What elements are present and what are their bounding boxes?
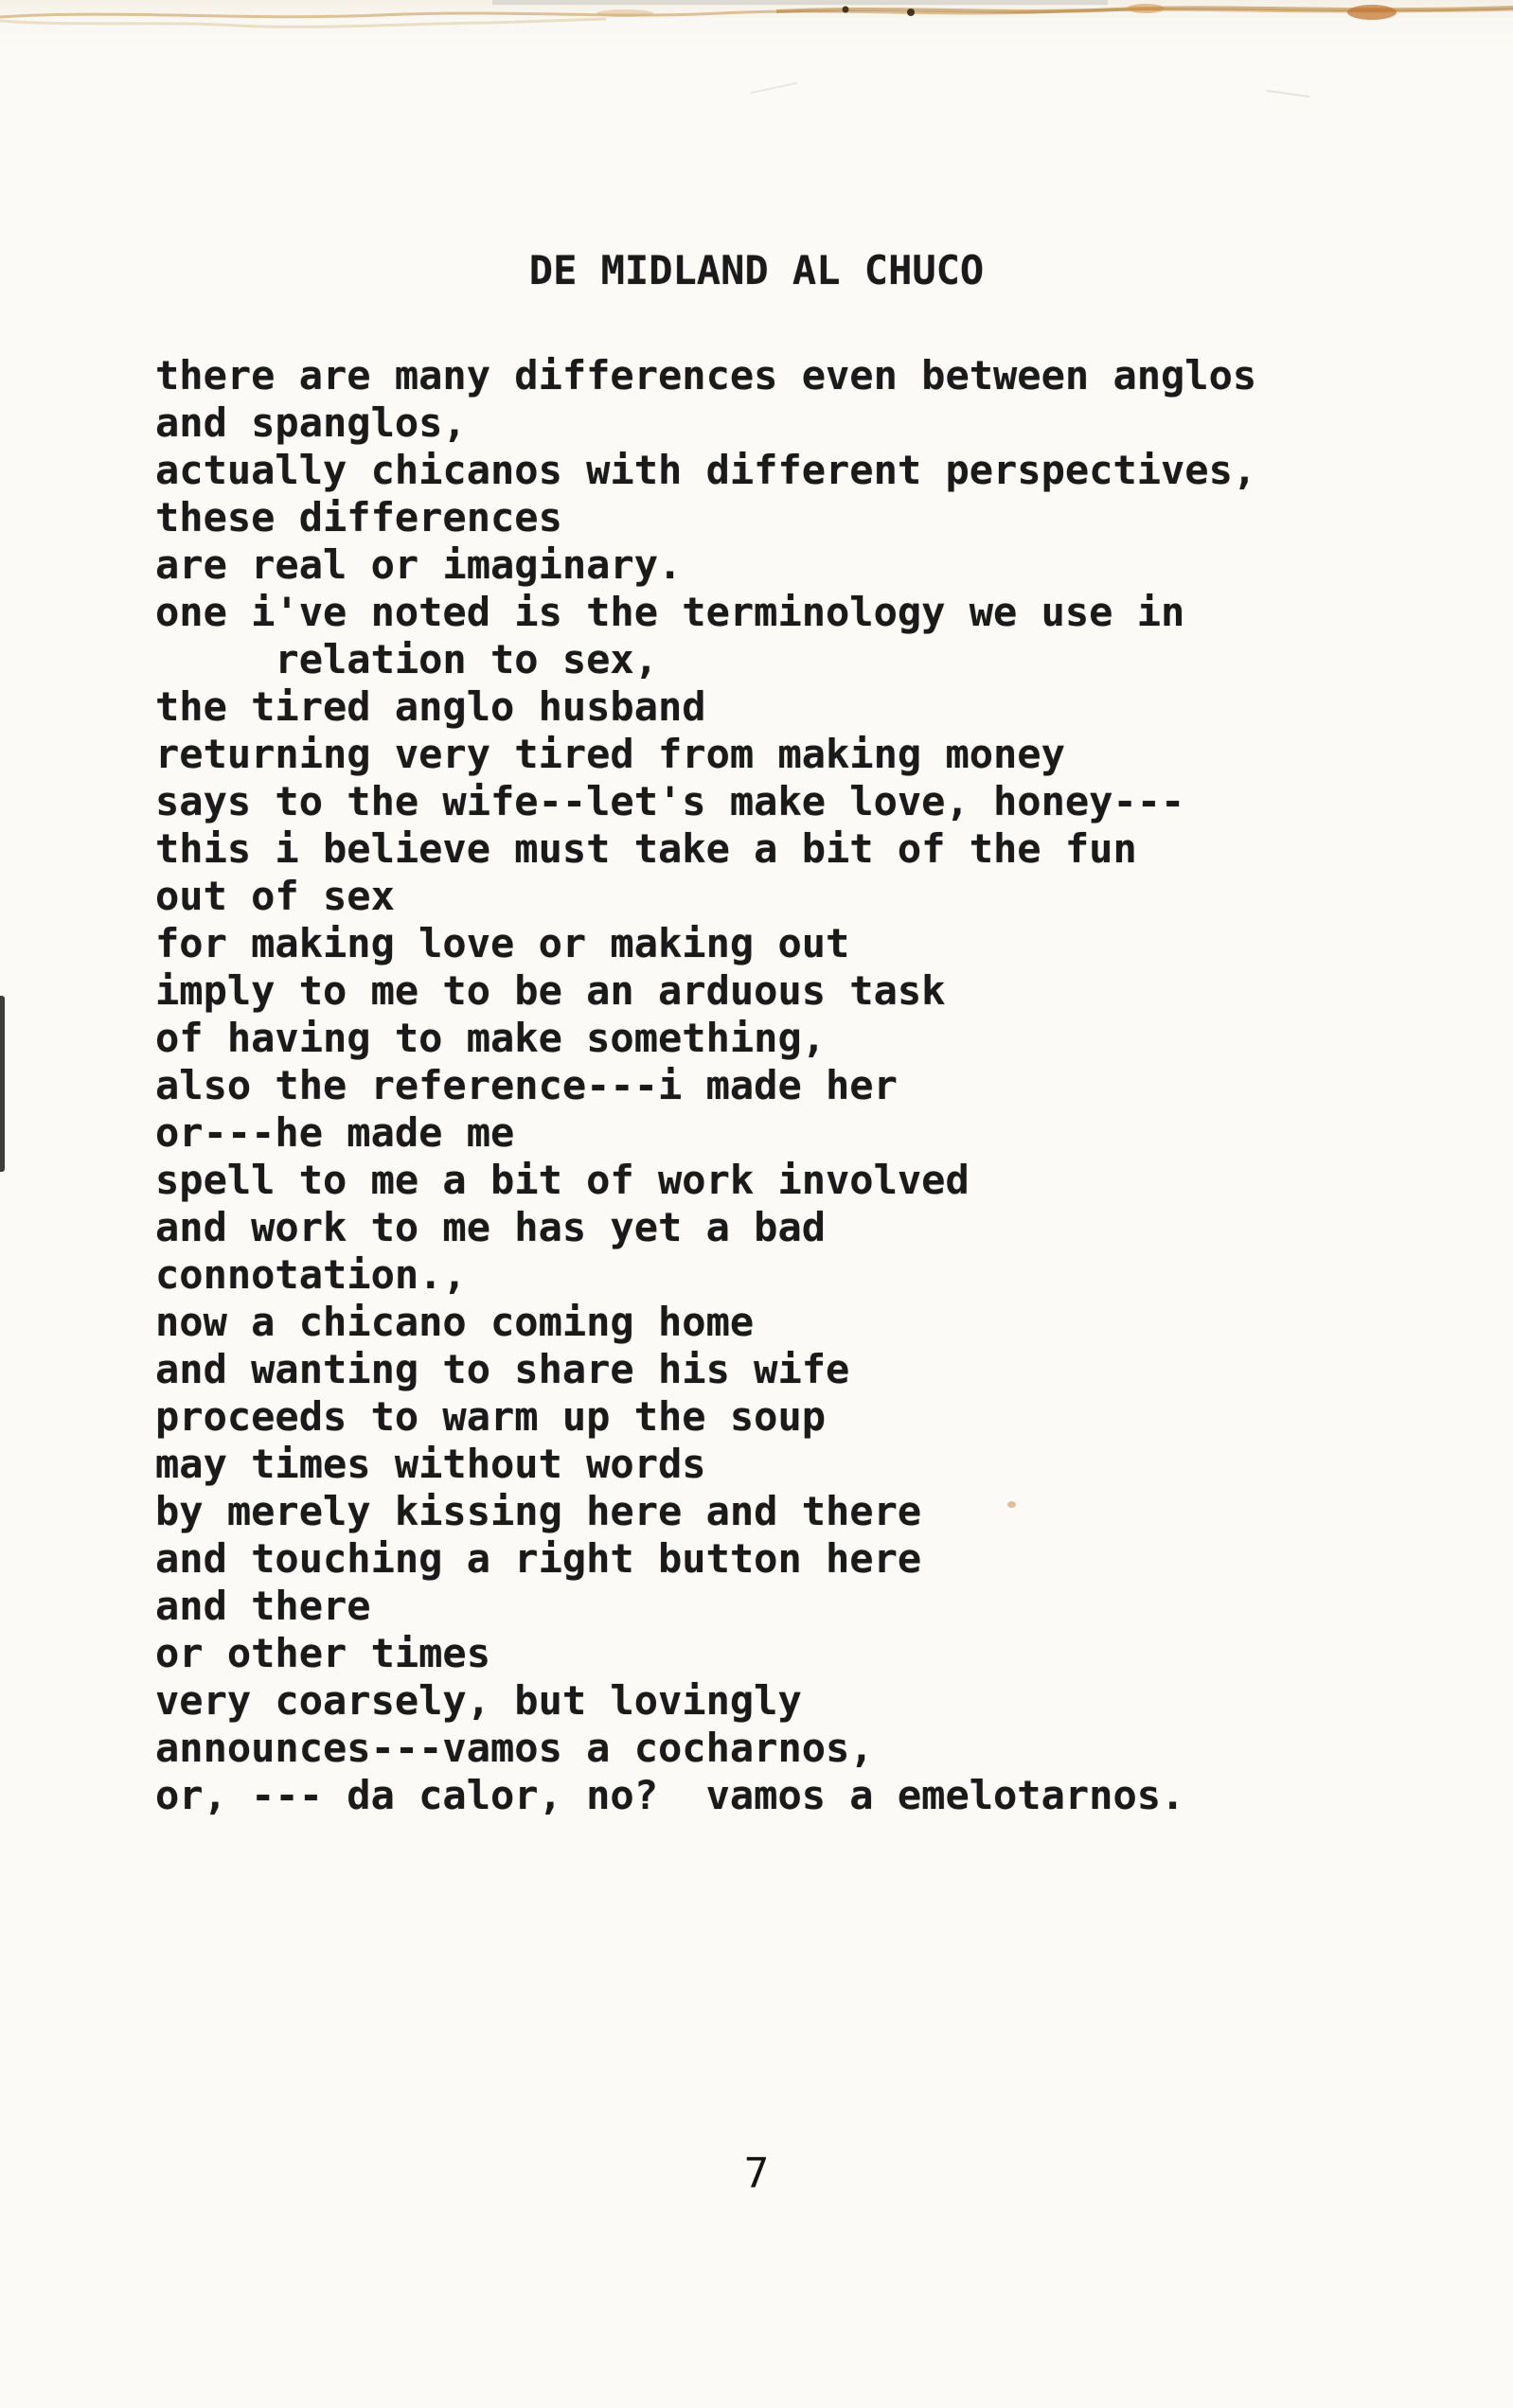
- scan-speck-faint: [750, 82, 796, 94]
- poem-line: spell to me a bit of work involved: [155, 1157, 970, 1203]
- poem-line: says to the wife--let's make love, honey---: [155, 778, 1185, 824]
- poem-line: or, --- da calor, no? vamos a emelotarnos.: [155, 1772, 1185, 1818]
- poem-line: of having to make something,: [155, 1015, 827, 1061]
- poem-line: and spanglos,: [155, 399, 467, 446]
- poem-body: [155, 352, 1256, 1819]
- poem-line: proceeds to warm up the soup: [155, 1393, 827, 1440]
- scan-mark-left-edge: [0, 996, 5, 1172]
- poem-line: also the reference---i made her: [155, 1062, 898, 1108]
- poem-line: connotation.,: [155, 1251, 467, 1298]
- poem-line-indented: relation to sex,: [155, 636, 659, 682]
- poem-line: and work to me has yet a bad: [155, 1204, 827, 1250]
- poem-line: for making love or making out: [155, 920, 850, 966]
- poem-line: may times without words: [155, 1441, 706, 1487]
- poem-line: these differences: [155, 494, 562, 540]
- poem-line: are real or imaginary.: [155, 541, 683, 588]
- poem-line: now a chicano coming home: [155, 1299, 755, 1345]
- scan-speck-gray: [1267, 82, 1311, 97]
- poem-line: very coarsely, but lovingly: [155, 1677, 802, 1724]
- poem-line: actually chicanos with different perspectives,: [155, 447, 1257, 493]
- page-number: 7: [743, 2150, 770, 2198]
- poem-title: DE MIDLAND AL CHUCO: [528, 247, 985, 293]
- poem-line: and wanting to share his wife: [155, 1346, 850, 1392]
- poem-line: by merely kissing here and there: [155, 1488, 922, 1534]
- poem-line: this i believe must take a bit of the fun: [155, 825, 1137, 872]
- poem-line: out of sex: [155, 873, 395, 919]
- poem-line: and touching a right button here: [155, 1535, 922, 1582]
- poem-line: there are many differences even between anglos: [155, 352, 1257, 398]
- scan-stain-top-edge: [0, 0, 1513, 57]
- poem-line: imply to me to be an arduous task: [155, 967, 946, 1014]
- poem-line: or---he made me: [155, 1109, 515, 1156]
- poem-line: the tired anglo husband: [155, 683, 706, 730]
- poem-line: and there: [155, 1583, 371, 1629]
- poem-line: one i've noted is the terminology we use in: [155, 589, 1185, 635]
- poem-line: or other times: [155, 1630, 491, 1676]
- poem-line: announces---vamos a cocharnos,: [155, 1725, 874, 1771]
- poem-line: returning very tired from making money: [155, 731, 1065, 777]
